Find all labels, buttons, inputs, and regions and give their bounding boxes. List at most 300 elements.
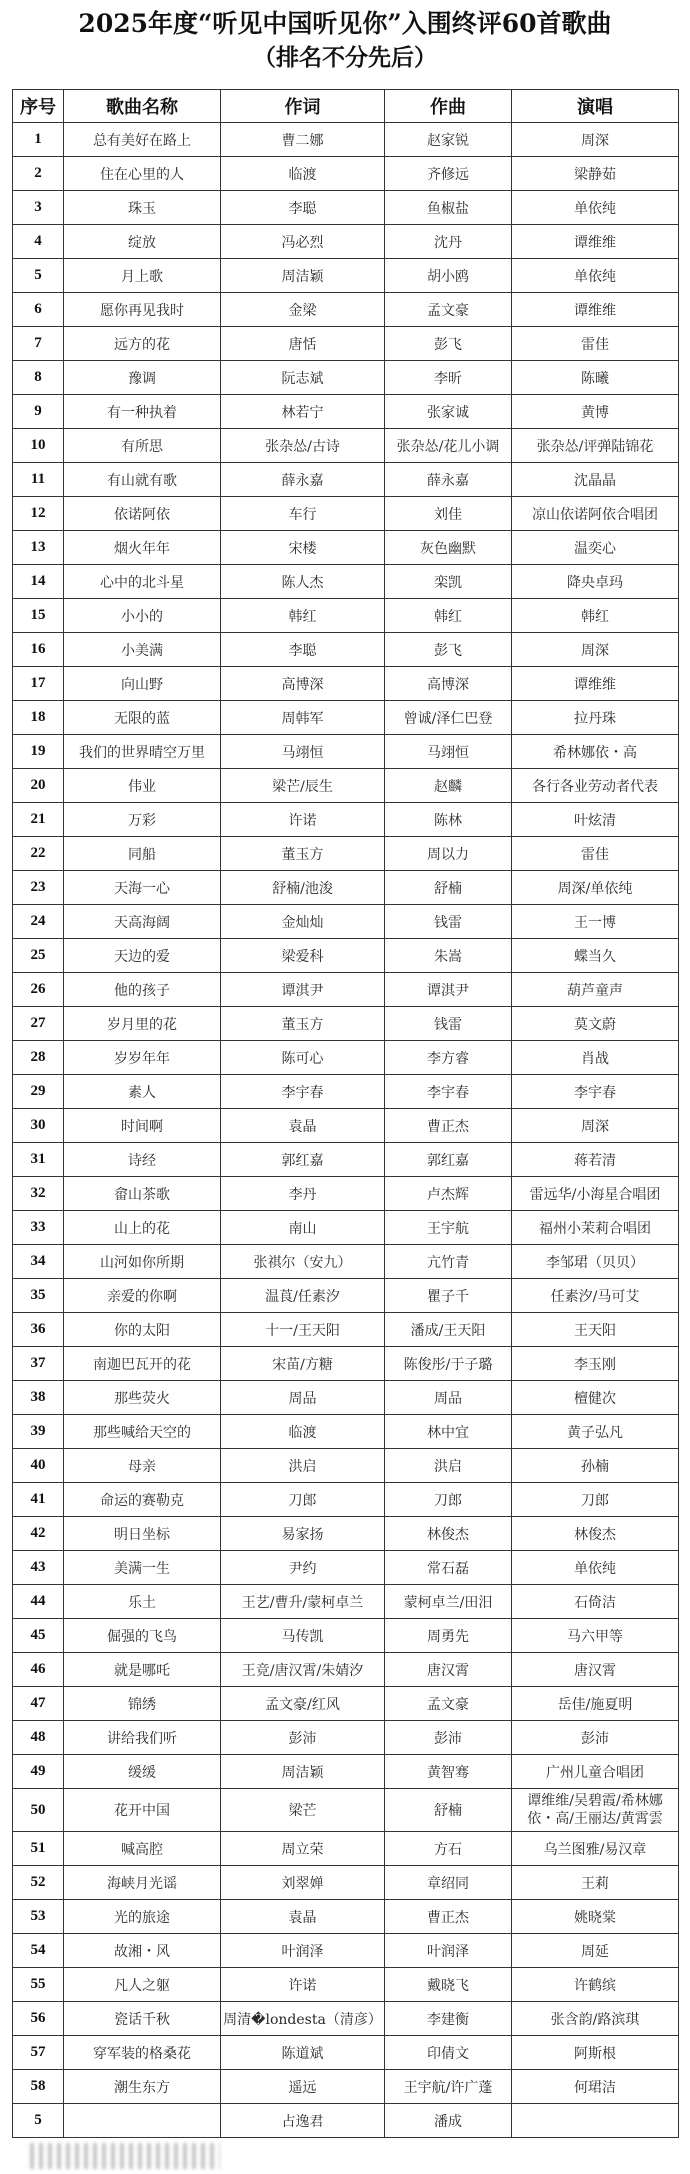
cell-song: 依诺阿依 (64, 497, 221, 531)
table-row (13, 1653, 679, 1687)
cell-composer: 孟文豪 (385, 293, 512, 327)
table-row (13, 463, 679, 497)
cell-composer: 谭淇尹 (385, 973, 512, 1007)
cell-singer: 莫文蔚 (512, 1007, 679, 1041)
cell-composer: 方石 (385, 1832, 512, 1866)
table-row (13, 1721, 679, 1755)
cell-num: 7 (13, 327, 64, 361)
cell-singer: 唐汉霄 (512, 1653, 679, 1687)
cell-singer: 葫芦童声 (512, 973, 679, 1007)
cell-composer: 彭飞 (385, 633, 512, 667)
table-row (13, 123, 679, 157)
table-row (13, 837, 679, 871)
cell-song: 明日坐标 (64, 1517, 221, 1551)
cell-song: 豫调 (64, 361, 221, 395)
cell-singer: 谭维维/吴碧霞/希林娜依・高/王丽达/黄霄雲 (512, 1789, 679, 1832)
table-row (13, 1832, 679, 1866)
cell-num: 50 (13, 1789, 64, 1832)
table-row (13, 1279, 679, 1313)
cell-singer: 希林娜依・高 (512, 735, 679, 769)
header-composer: 作曲 (385, 90, 512, 123)
cell-song: 有山就有歌 (64, 463, 221, 497)
cell-composer: 朱嵩 (385, 939, 512, 973)
cell-singer: 谭维维 (512, 667, 679, 701)
cell-lyricist: 彭沛 (221, 1721, 385, 1755)
cell-composer: 郭红嘉 (385, 1143, 512, 1177)
table-row (13, 1381, 679, 1415)
table-row (13, 2036, 679, 2070)
cell-singer: 黄博 (512, 395, 679, 429)
cell-composer: 周以力 (385, 837, 512, 871)
cell-song: 就是哪吒 (64, 1653, 221, 1687)
cell-composer: 印倩文 (385, 2036, 512, 2070)
cell-num: 58 (13, 2070, 64, 2104)
cell-num: 32 (13, 1177, 64, 1211)
cell-lyricist: 洪启 (221, 1449, 385, 1483)
cell-num: 34 (13, 1245, 64, 1279)
cell-composer: 钱雷 (385, 1007, 512, 1041)
cell-song: 山上的花 (64, 1211, 221, 1245)
table-row (13, 939, 679, 973)
cell-lyricist: 宋楼 (221, 531, 385, 565)
cell-song: 岁月里的花 (64, 1007, 221, 1041)
cell-singer: 雷佳 (512, 327, 679, 361)
table-row (13, 361, 679, 395)
cell-lyricist: 尹约 (221, 1551, 385, 1585)
table-row (13, 1789, 679, 1832)
cell-lyricist: 遥远 (221, 2070, 385, 2104)
cell-singer: 韩红 (512, 599, 679, 633)
cell-lyricist: 南山 (221, 1211, 385, 1245)
table-row (13, 599, 679, 633)
cell-lyricist: 李丹 (221, 1177, 385, 1211)
cell-num: 54 (13, 1934, 64, 1968)
cell-lyricist: 马传凯 (221, 1619, 385, 1653)
cell-singer: 王一博 (512, 905, 679, 939)
cell-composer: 刘佳 (385, 497, 512, 531)
cell-song: 命运的赛勒克 (64, 1483, 221, 1517)
cell-song: 南迦巴瓦开的花 (64, 1347, 221, 1381)
cell-num: 29 (13, 1075, 64, 1109)
table-row (13, 1619, 679, 1653)
cell-singer: 乌兰图雅/易汉章 (512, 1832, 679, 1866)
cell-num: 31 (13, 1143, 64, 1177)
cell-song: 缓缓 (64, 1755, 221, 1789)
table-row (13, 973, 679, 1007)
cell-song: 绽放 (64, 225, 221, 259)
cell-singer: 广州儿童合唱团 (512, 1755, 679, 1789)
cell-lyricist: 周洁颖 (221, 259, 385, 293)
cell-num: 41 (13, 1483, 64, 1517)
cell-lyricist: 临渡 (221, 157, 385, 191)
table-row (13, 1177, 679, 1211)
cell-song: 喊高腔 (64, 1832, 221, 1866)
cell-singer: 檀健次 (512, 1381, 679, 1415)
cell-singer: 沈晶晶 (512, 463, 679, 497)
cell-num: 49 (13, 1755, 64, 1789)
cell-song: 愿你再见我时 (64, 293, 221, 327)
cell-composer: 沈丹 (385, 225, 512, 259)
cell-num: 26 (13, 973, 64, 1007)
cell-num: 13 (13, 531, 64, 565)
cell-lyricist: 唐恬 (221, 327, 385, 361)
cell-singer: 谭维维 (512, 293, 679, 327)
table-row (13, 1007, 679, 1041)
cell-num: 8 (13, 361, 64, 395)
cell-song: 无限的蓝 (64, 701, 221, 735)
cell-num: 15 (13, 599, 64, 633)
cell-singer: 凉山依诺阿依合唱团 (512, 497, 679, 531)
cell-composer: 章绍同 (385, 1866, 512, 1900)
cell-num: 21 (13, 803, 64, 837)
cell-num: 6 (13, 293, 64, 327)
cell-lyricist: 郭红嘉 (221, 1143, 385, 1177)
cell-num: 9 (13, 395, 64, 429)
cell-lyricist: 金梁 (221, 293, 385, 327)
table-row (13, 769, 679, 803)
cell-lyricist: 周韩军 (221, 701, 385, 735)
cell-singer: 拉丹珠 (512, 701, 679, 735)
table-row (13, 395, 679, 429)
cell-singer: 单依纯 (512, 259, 679, 293)
cell-lyricist: 王艺/曹升/蒙柯卓兰 (221, 1585, 385, 1619)
cell-song (64, 2104, 221, 2138)
cell-num: 55 (13, 1968, 64, 2002)
cell-singer: 肖战 (512, 1041, 679, 1075)
cell-composer: 胡小鸥 (385, 259, 512, 293)
cell-singer: 单依纯 (512, 191, 679, 225)
cell-num: 39 (13, 1415, 64, 1449)
cell-num: 30 (13, 1109, 64, 1143)
cell-singer: 陈曦 (512, 361, 679, 395)
table-row (13, 2070, 679, 2104)
cell-lyricist: 韩红 (221, 599, 385, 633)
cell-song: 月上歌 (64, 259, 221, 293)
cell-song: 我们的世界晴空万里 (64, 735, 221, 769)
cell-lyricist: 易家扬 (221, 1517, 385, 1551)
table-row (13, 2104, 679, 2138)
cell-composer: 常石磊 (385, 1551, 512, 1585)
table-row (13, 157, 679, 191)
cell-composer: 洪启 (385, 1449, 512, 1483)
cell-num: 17 (13, 667, 64, 701)
cell-num: 38 (13, 1381, 64, 1415)
cell-lyricist: 李聪 (221, 191, 385, 225)
cell-lyricist: 张杂怂/古诗 (221, 429, 385, 463)
table-row (13, 1449, 679, 1483)
cell-song: 畲山茶歌 (64, 1177, 221, 1211)
cell-song: 向山野 (64, 667, 221, 701)
cell-composer: 林中宜 (385, 1415, 512, 1449)
cell-num: 12 (13, 497, 64, 531)
cell-num: 4 (13, 225, 64, 259)
cell-song: 天边的爱 (64, 939, 221, 973)
table-row (13, 1585, 679, 1619)
cell-composer: 黄智骞 (385, 1755, 512, 1789)
cell-composer: 王宇航 (385, 1211, 512, 1245)
cell-song: 瓷话千秋 (64, 2002, 221, 2036)
cell-num: 36 (13, 1313, 64, 1347)
cell-lyricist: 王竞/唐汉霄/朱婧汐 (221, 1653, 385, 1687)
cell-singer: 周深 (512, 123, 679, 157)
cell-lyricist: 梁芒/辰生 (221, 769, 385, 803)
cell-singer: 降央卓玛 (512, 565, 679, 599)
cell-song: 小美满 (64, 633, 221, 667)
cell-composer: 赵家锐 (385, 123, 512, 157)
cell-singer: 周延 (512, 1934, 679, 1968)
cell-num: 45 (13, 1619, 64, 1653)
table-row (13, 1968, 679, 2002)
cell-lyricist: 刘翠婵 (221, 1866, 385, 1900)
cell-song: 烟火年年 (64, 531, 221, 565)
table-row (13, 1347, 679, 1381)
cell-song: 倔强的飞鸟 (64, 1619, 221, 1653)
cell-num: 52 (13, 1866, 64, 1900)
cell-num: 35 (13, 1279, 64, 1313)
cell-singer: 孙楠 (512, 1449, 679, 1483)
cell-lyricist: 高博深 (221, 667, 385, 701)
cell-num: 46 (13, 1653, 64, 1687)
cell-singer: 林俊杰 (512, 1517, 679, 1551)
cell-lyricist: 临渡 (221, 1415, 385, 1449)
table-row (13, 633, 679, 667)
cell-song: 有所思 (64, 429, 221, 463)
cell-composer: 曹正杰 (385, 1900, 512, 1934)
table-row (13, 497, 679, 531)
cell-song: 小小的 (64, 599, 221, 633)
cell-singer: 刀郎 (512, 1483, 679, 1517)
cell-composer: 高博深 (385, 667, 512, 701)
header-singer: 演唱 (512, 90, 679, 123)
cell-song: 伟业 (64, 769, 221, 803)
cell-song: 总有美好在路上 (64, 123, 221, 157)
cell-singer: 黄子弘凡 (512, 1415, 679, 1449)
cell-singer: 周深/单依纯 (512, 871, 679, 905)
cell-composer: 彭飞 (385, 327, 512, 361)
cell-num: 22 (13, 837, 64, 871)
cell-num: 33 (13, 1211, 64, 1245)
cell-lyricist: 李聪 (221, 633, 385, 667)
cell-composer: 栾凯 (385, 565, 512, 599)
table-header-row (13, 90, 679, 123)
cell-singer: 姚晓棠 (512, 1900, 679, 1934)
table-row (13, 803, 679, 837)
cell-song: 同船 (64, 837, 221, 871)
cell-lyricist: 孟文豪/红风 (221, 1687, 385, 1721)
cell-singer: 温奕心 (512, 531, 679, 565)
cell-song: 海峡月光谣 (64, 1866, 221, 1900)
cell-singer: 阿斯根 (512, 2036, 679, 2070)
cell-singer: 雷佳 (512, 837, 679, 871)
cell-singer: 李玉刚 (512, 1347, 679, 1381)
cell-lyricist: 叶润泽 (221, 1934, 385, 1968)
cell-singer: 蝶当久 (512, 939, 679, 973)
cell-song: 万彩 (64, 803, 221, 837)
table-row (13, 2002, 679, 2036)
cell-lyricist: 马翊恒 (221, 735, 385, 769)
cell-lyricist: 占逸君 (221, 2104, 385, 2138)
cell-composer: 陈俊彤/于子璐 (385, 1347, 512, 1381)
table-row (13, 1041, 679, 1075)
cell-song: 远方的花 (64, 327, 221, 361)
cell-singer: 周深 (512, 1109, 679, 1143)
header-song: 歌曲名称 (64, 90, 221, 123)
cell-song: 心中的北斗星 (64, 565, 221, 599)
cell-lyricist: 冯必烈 (221, 225, 385, 259)
cell-num: 11 (13, 463, 64, 497)
cell-song: 花开中国 (64, 1789, 221, 1832)
cell-lyricist: 曹二娜 (221, 123, 385, 157)
cell-num: 40 (13, 1449, 64, 1483)
cell-lyricist: 许诺 (221, 1968, 385, 2002)
table-row (13, 1687, 679, 1721)
table-row (13, 1866, 679, 1900)
cell-composer: 齐修远 (385, 157, 512, 191)
cell-num: 19 (13, 735, 64, 769)
cell-composer: 张家诚 (385, 395, 512, 429)
table-row (13, 429, 679, 463)
cell-composer: 叶润泽 (385, 1934, 512, 1968)
cell-singer: 福州小茉莉合唱团 (512, 1211, 679, 1245)
cell-singer: 李宇春 (512, 1075, 679, 1109)
table-row (13, 701, 679, 735)
cell-song: 锦绣 (64, 1687, 221, 1721)
table-row (13, 1551, 679, 1585)
cell-singer: 岳佳/施夏明 (512, 1687, 679, 1721)
cell-lyricist: 阮志斌 (221, 361, 385, 395)
cell-lyricist: 舒楠/池浚 (221, 871, 385, 905)
cell-composer: 周勇先 (385, 1619, 512, 1653)
cell-song: 美满一生 (64, 1551, 221, 1585)
cell-num: 10 (13, 429, 64, 463)
cell-num: 18 (13, 701, 64, 735)
table-row (13, 1415, 679, 1449)
cell-lyricist: 周清�londesta（清彦） (221, 2002, 385, 2036)
document-title: 2025年度“听见中国听见你”入围终评60首歌曲 (78, 9, 612, 38)
cell-song: 他的孩子 (64, 973, 221, 1007)
table-row (13, 1211, 679, 1245)
cell-num: 57 (13, 2036, 64, 2070)
table-row (13, 1075, 679, 1109)
cell-composer: 孟文豪 (385, 1687, 512, 1721)
table-row (13, 1245, 679, 1279)
cell-singer: 梁静茹 (512, 157, 679, 191)
cell-num: 51 (13, 1832, 64, 1866)
cell-singer: 马六甲等 (512, 1619, 679, 1653)
cell-composer: 刀郎 (385, 1483, 512, 1517)
cell-num: 5 (13, 2104, 64, 2138)
cell-lyricist: 董玉方 (221, 837, 385, 871)
cell-singer: 各行各业劳动者代表 (512, 769, 679, 803)
cell-num: 28 (13, 1041, 64, 1075)
cell-num: 5 (13, 259, 64, 293)
cell-composer: 李宇春 (385, 1075, 512, 1109)
cell-singer: 张含韵/路滨琪 (512, 2002, 679, 2036)
table-row (13, 191, 679, 225)
table-row (13, 1313, 679, 1347)
cell-composer: 周品 (385, 1381, 512, 1415)
cell-composer: 李建衡 (385, 2002, 512, 2036)
cell-lyricist: 梁芒 (221, 1789, 385, 1832)
cell-num: 44 (13, 1585, 64, 1619)
table-body (13, 123, 679, 2138)
table-row (13, 259, 679, 293)
cell-lyricist: 宋苗/方糖 (221, 1347, 385, 1381)
cell-composer: 灰色幽默 (385, 531, 512, 565)
cell-num: 20 (13, 769, 64, 803)
cell-singer: 叶炫清 (512, 803, 679, 837)
blurred-watermark (30, 2143, 220, 2169)
cell-song: 那些荧火 (64, 1381, 221, 1415)
cell-lyricist: 梁爱科 (221, 939, 385, 973)
cell-singer: 雷远华/小海星合唱团 (512, 1177, 679, 1211)
table-row (13, 735, 679, 769)
cell-composer: 曹正杰 (385, 1109, 512, 1143)
cell-lyricist: 陈可心 (221, 1041, 385, 1075)
cell-num: 2 (13, 157, 64, 191)
cell-song: 讲给我们听 (64, 1721, 221, 1755)
cell-lyricist: 刀郎 (221, 1483, 385, 1517)
cell-lyricist: 陈人杰 (221, 565, 385, 599)
cell-song: 岁岁年年 (64, 1041, 221, 1075)
cell-singer (512, 2104, 679, 2138)
cell-song: 你的太阳 (64, 1313, 221, 1347)
cell-lyricist: 谭淇尹 (221, 973, 385, 1007)
cell-singer: 王天阳 (512, 1313, 679, 1347)
cell-lyricist: 温莨/任素汐 (221, 1279, 385, 1313)
cell-lyricist: 袁晶 (221, 1109, 385, 1143)
header-lyricist: 作词 (221, 90, 385, 123)
cell-lyricist: 林若宁 (221, 395, 385, 429)
cell-lyricist: 周立荣 (221, 1832, 385, 1866)
cell-singer: 任素汐/马可艾 (512, 1279, 679, 1313)
cell-lyricist: 十一/王天阳 (221, 1313, 385, 1347)
table-row (13, 1517, 679, 1551)
songs-table (12, 89, 679, 2138)
cell-song: 光的旅途 (64, 1900, 221, 1934)
cell-lyricist: 李宇春 (221, 1075, 385, 1109)
cell-num: 27 (13, 1007, 64, 1041)
cell-lyricist: 许诺 (221, 803, 385, 837)
cell-composer: 李昕 (385, 361, 512, 395)
cell-singer: 王莉 (512, 1866, 679, 1900)
cell-song: 住在心里的人 (64, 157, 221, 191)
cell-composer: 陈林 (385, 803, 512, 837)
cell-singer: 彭沛 (512, 1721, 679, 1755)
cell-num: 23 (13, 871, 64, 905)
cell-composer: 蒙柯卓兰/田汨 (385, 1585, 512, 1619)
cell-singer: 蒋若清 (512, 1143, 679, 1177)
cell-song: 亲爱的你啊 (64, 1279, 221, 1313)
document-header (0, 0, 690, 88)
table-row (13, 667, 679, 701)
cell-song: 有一种执着 (64, 395, 221, 429)
cell-song: 天高海阔 (64, 905, 221, 939)
cell-song: 那些喊给天空的 (64, 1415, 221, 1449)
cell-singer: 石倚洁 (512, 1585, 679, 1619)
cell-song: 时间啊 (64, 1109, 221, 1143)
cell-composer: 瞿子千 (385, 1279, 512, 1313)
cell-song: 天海一心 (64, 871, 221, 905)
cell-singer: 张杂怂/评弹陆锦花 (512, 429, 679, 463)
table-row (13, 531, 679, 565)
cell-lyricist: 张祺尔（安九） (221, 1245, 385, 1279)
table-row (13, 225, 679, 259)
cell-singer: 周深 (512, 633, 679, 667)
cell-composer: 钱雷 (385, 905, 512, 939)
table-row (13, 1483, 679, 1517)
cell-song: 母亲 (64, 1449, 221, 1483)
